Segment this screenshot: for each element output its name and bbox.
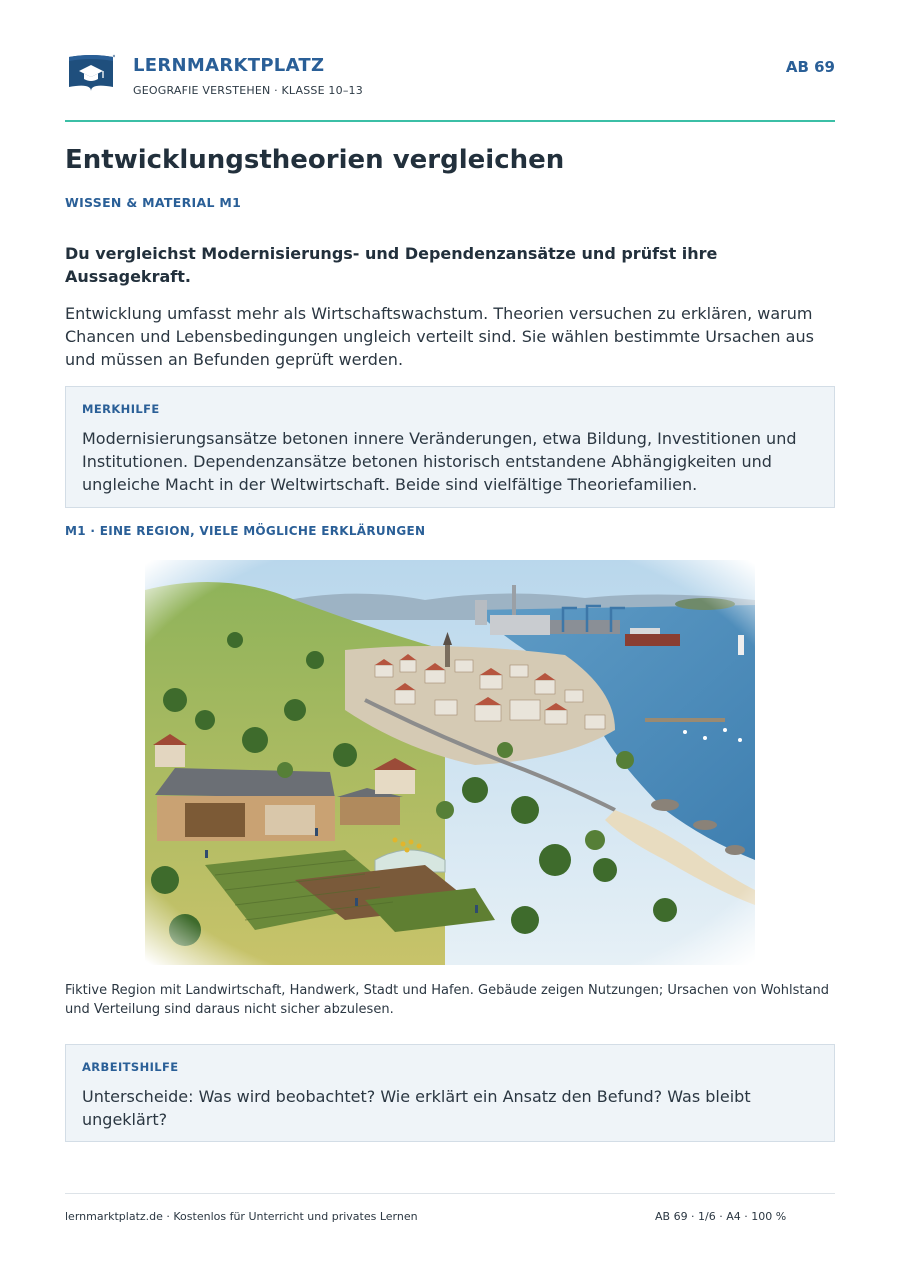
arbeitshilfe-label: ARBEITSHILFE <box>82 1060 179 1074</box>
footer-page-info: AB 69 · 1/6 · A4 · 100 % <box>655 1210 787 1223</box>
footer-divider <box>65 1193 835 1194</box>
merkhilfe-label: MERKHILFE <box>82 402 160 416</box>
footer-site-note: lernmarktplatz.de · Kostenlos für Unterricht und privates Lernen <box>65 1210 418 1223</box>
arbeitshilfe-box <box>65 1044 835 1142</box>
brand-subtitle: GEOGRAFIE VERSTEHEN · KLASSE 10–13 <box>133 84 363 97</box>
page-title: Entwicklungstheorien vergleichen <box>65 145 565 175</box>
worksheet-code: AB 69 <box>785 58 835 76</box>
merkhilfe-text: Modernisierungsansätze betonen innere Veränderungen, etwa Bildung, Investitionen und Institutionen. Dependenzansätze betonen historisch entstandene Abhängigkeiten und ungleiche Macht in der Weltwirtschaft. Beide sind vielfältige Theoriefamilien. <box>82 429 797 494</box>
header-divider <box>65 120 835 122</box>
intro-paragraph: Entwicklung umfasst mehr als Wirtschaftswachstum. Theorien versuchen zu erklären, warum Chancen und Lebensbedingungen ungleich verteilt sind. Sie wählen bestimmte Ursachen aus und müssen an Befunden geprüft werden. <box>65 304 814 369</box>
page-header <box>65 50 835 100</box>
material-title: M1 · EINE REGION, VIELE MÖGLICHE ERKLÄRUNGEN <box>65 524 426 538</box>
merkhilfe-box <box>65 386 835 508</box>
brand-name: LERNMARKTPLATZ <box>133 55 325 76</box>
arbeitshilfe-text: Unterscheide: Was wird beobachtet? Wie erklärt ein Ansatz den Befund? Was bleibt ungeklärt? <box>82 1087 751 1129</box>
section-kicker: WISSEN & MATERIAL M1 <box>65 195 242 210</box>
region-illustration <box>145 560 755 965</box>
learning-goal: Du vergleichst Modernisierungs- und Dependenzansätze und prüfst ihre Aussagekraft. <box>65 244 718 286</box>
illustration-caption: Fiktive Region mit Landwirtschaft, Handwerk, Stadt und Hafen. Gebäude zeigen Nutzungen; Ursachen von Wohlstand und Verteilung sind daraus nicht sicher abzulesen. <box>65 983 829 1017</box>
graduation-cap-icon <box>67 53 115 93</box>
